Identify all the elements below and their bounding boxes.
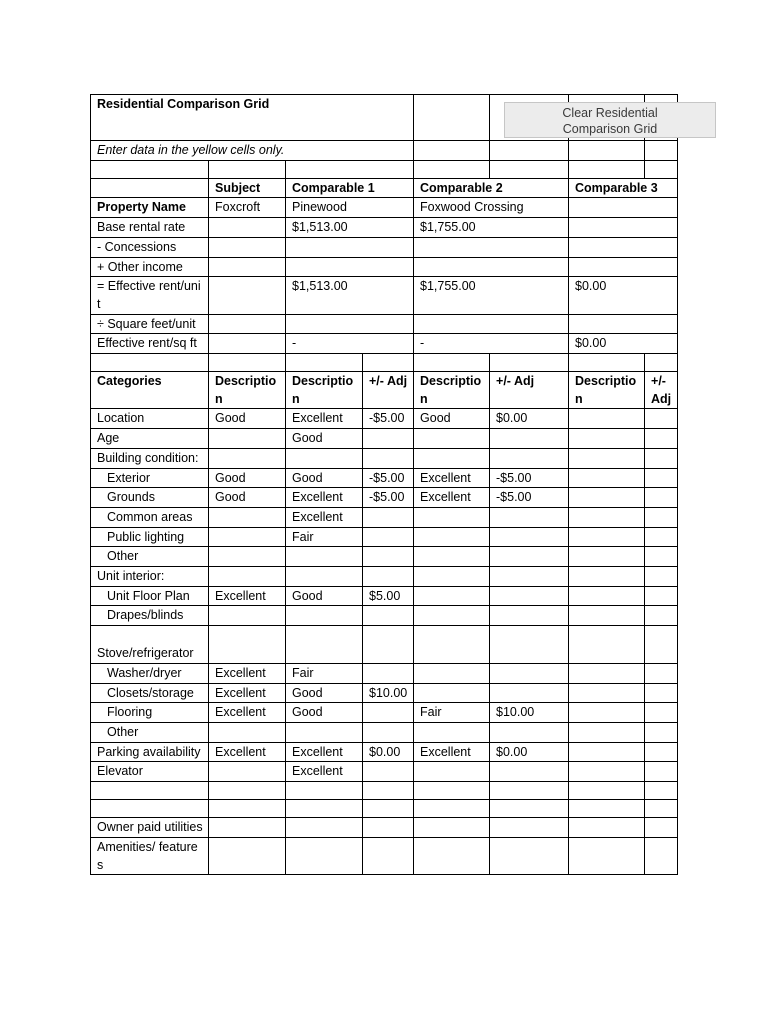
description-cell[interactable]: Excellent: [286, 488, 363, 508]
category-label: Location: [91, 409, 209, 429]
adjustment-cell[interactable]: [363, 703, 414, 723]
adjustment-cell[interactable]: [363, 527, 414, 547]
category-label: Age: [91, 429, 209, 449]
description-cell[interactable]: [569, 782, 645, 800]
description-cell[interactable]: [286, 626, 363, 664]
description-cell[interactable]: [209, 626, 286, 664]
adjustment-cell[interactable]: [363, 837, 414, 874]
adjustment-cell[interactable]: [645, 547, 678, 567]
spacer-cell: [209, 354, 286, 372]
spacer-cell: [91, 354, 209, 372]
adjustment-cell[interactable]: [363, 429, 414, 449]
row-label: + Other income: [91, 257, 209, 277]
category-row: [91, 818, 678, 838]
adjustment-cell[interactable]: [645, 663, 678, 683]
description-cell[interactable]: [286, 547, 363, 567]
adjustment-cell[interactable]: [490, 606, 569, 626]
category-label: Other: [91, 547, 209, 567]
description-cell[interactable]: [209, 762, 286, 782]
adjustment-cell[interactable]: -$5.00: [490, 488, 569, 508]
description-cell[interactable]: Excellent: [209, 703, 286, 723]
adjustment-cell[interactable]: [490, 683, 569, 703]
description-cell[interactable]: [569, 527, 645, 547]
description-cell[interactable]: Good: [286, 586, 363, 606]
adjustment-cell[interactable]: [490, 818, 569, 838]
category-label: Drapes/blinds: [91, 606, 209, 626]
adjustment-cell[interactable]: [490, 586, 569, 606]
spacer-cell: [363, 354, 414, 372]
comp1-value[interactable]: Pinewood: [286, 198, 414, 218]
comp3-value[interactable]: [569, 314, 678, 334]
description-cell[interactable]: [414, 547, 490, 567]
description-cell[interactable]: [569, 663, 645, 683]
category-label: Washer/dryer: [91, 663, 209, 683]
comp2-value[interactable]: $1,755.00: [414, 277, 569, 314]
description-cell[interactable]: [209, 429, 286, 449]
category-label: Owner paid utilities: [91, 818, 209, 838]
description-cell[interactable]: Fair: [414, 703, 490, 723]
adjustment-cell[interactable]: [490, 722, 569, 742]
adjustment-cell[interactable]: [645, 782, 678, 800]
description-cell[interactable]: [569, 837, 645, 874]
description-cell[interactable]: Good: [286, 703, 363, 723]
description-cell[interactable]: [569, 468, 645, 488]
category-row: [91, 429, 678, 449]
category-row: [91, 683, 678, 703]
category-row: [91, 762, 678, 782]
adjustment-cell[interactable]: [490, 782, 569, 800]
description-cell[interactable]: Excellent: [209, 663, 286, 683]
description-header: Description: [286, 372, 363, 409]
description-cell[interactable]: Excellent: [414, 742, 490, 762]
description-cell[interactable]: [414, 507, 490, 527]
adjustment-cell[interactable]: [645, 488, 678, 508]
description-cell[interactable]: [569, 703, 645, 723]
description-cell[interactable]: [209, 547, 286, 567]
adjustment-cell[interactable]: [645, 837, 678, 874]
description-cell[interactable]: [286, 818, 363, 838]
description-cell[interactable]: [414, 606, 490, 626]
adj-header: +/- Adj: [490, 372, 569, 409]
adjustment-cell[interactable]: [645, 762, 678, 782]
description-cell[interactable]: [286, 722, 363, 742]
spacer-cell: [645, 354, 678, 372]
description-cell[interactable]: Good: [286, 468, 363, 488]
summary-row: [91, 198, 678, 218]
adj-header: +/- Adj: [363, 372, 414, 409]
description-cell[interactable]: [569, 742, 645, 762]
adjustment-cell[interactable]: [645, 606, 678, 626]
description-cell[interactable]: [209, 800, 286, 818]
description-cell[interactable]: [286, 448, 363, 468]
adjustment-cell[interactable]: $10.00: [490, 703, 569, 723]
description-cell[interactable]: [569, 626, 645, 664]
category-label: Building condition:: [91, 448, 209, 468]
comp3-value[interactable]: [569, 218, 678, 238]
adjustment-cell[interactable]: [363, 800, 414, 818]
description-cell[interactable]: [414, 800, 490, 818]
subject-value[interactable]: [209, 334, 286, 354]
categories-header: Categories: [91, 372, 209, 409]
description-cell[interactable]: [569, 507, 645, 527]
adjustment-cell[interactable]: $0.00: [363, 742, 414, 762]
row-label: Base rental rate: [91, 218, 209, 238]
category-label: Flooring: [91, 703, 209, 723]
adjustment-cell[interactable]: [645, 703, 678, 723]
description-cell[interactable]: [286, 567, 363, 587]
adjustment-cell[interactable]: [363, 567, 414, 587]
adjustment-cell[interactable]: [490, 626, 569, 664]
adjustment-cell[interactable]: [490, 567, 569, 587]
description-cell[interactable]: Good: [209, 468, 286, 488]
description-cell[interactable]: [209, 782, 286, 800]
adjustment-cell[interactable]: [490, 429, 569, 449]
description-cell[interactable]: [414, 782, 490, 800]
adjustment-cell[interactable]: [363, 722, 414, 742]
comparison-grid: [90, 94, 678, 875]
description-cell[interactable]: [414, 722, 490, 742]
category-row: [91, 527, 678, 547]
adjustment-cell[interactable]: [645, 586, 678, 606]
description-cell[interactable]: Fair: [286, 527, 363, 547]
summary-row: [91, 314, 678, 334]
adjustment-cell[interactable]: [645, 448, 678, 468]
adjustment-cell[interactable]: [645, 683, 678, 703]
comp3-value[interactable]: $0.00: [569, 334, 678, 354]
adjustment-cell[interactable]: [490, 448, 569, 468]
description-cell[interactable]: [569, 547, 645, 567]
category-row: [91, 507, 678, 527]
row-label: ÷ Square feet/unit: [91, 314, 209, 334]
category-label: Unit interior:: [91, 567, 209, 587]
description-cell[interactable]: Fair: [286, 663, 363, 683]
comp3-value[interactable]: [569, 237, 678, 257]
description-cell[interactable]: Good: [209, 488, 286, 508]
comp3-header: Comparable 3: [569, 178, 678, 198]
category-row: [91, 606, 678, 626]
description-cell[interactable]: [569, 409, 645, 429]
spacer-cell: [490, 354, 569, 372]
row-label: - Concessions: [91, 237, 209, 257]
subject-value[interactable]: [209, 237, 286, 257]
comp2-value[interactable]: [414, 314, 569, 334]
description-cell[interactable]: [569, 818, 645, 838]
description-cell[interactable]: Good: [286, 683, 363, 703]
summary-row: [91, 218, 678, 238]
comp2-value[interactable]: $1,755.00: [414, 218, 569, 238]
adjustment-cell[interactable]: [645, 722, 678, 742]
adjustment-cell[interactable]: [645, 527, 678, 547]
description-cell[interactable]: [286, 837, 363, 874]
subject-header: Subject: [209, 178, 286, 198]
description-cell[interactable]: [569, 762, 645, 782]
category-label: [91, 800, 209, 818]
adjustment-cell[interactable]: -$5.00: [363, 488, 414, 508]
comp1-value[interactable]: $1,513.00: [286, 218, 414, 238]
description-cell[interactable]: Excellent: [286, 742, 363, 762]
adjustment-cell[interactable]: [490, 800, 569, 818]
category-row: [91, 409, 678, 429]
description-cell[interactable]: [569, 567, 645, 587]
row-label: Property Name: [91, 198, 209, 218]
comp2-value[interactable]: [414, 257, 569, 277]
description-cell[interactable]: [286, 606, 363, 626]
description-cell[interactable]: Excellent: [209, 586, 286, 606]
description-header: Description: [414, 372, 490, 409]
description-cell[interactable]: [569, 722, 645, 742]
adjustment-cell[interactable]: [363, 818, 414, 838]
category-label: Closets/storage: [91, 683, 209, 703]
description-cell[interactable]: Excellent: [414, 468, 490, 488]
subject-value[interactable]: [209, 218, 286, 238]
adjustment-cell[interactable]: [645, 409, 678, 429]
comp2-value[interactable]: [414, 237, 569, 257]
description-cell[interactable]: [414, 527, 490, 547]
categories-header-row: [91, 372, 678, 409]
adjustment-cell[interactable]: -$5.00: [363, 468, 414, 488]
category-label: Public lighting: [91, 527, 209, 547]
adjustment-cell[interactable]: $0.00: [490, 409, 569, 429]
instruction-text: Enter data in the yellow cells only.: [91, 141, 414, 161]
description-cell[interactable]: Excellent: [209, 742, 286, 762]
description-cell[interactable]: [209, 507, 286, 527]
category-label: Elevator: [91, 762, 209, 782]
description-cell[interactable]: [286, 782, 363, 800]
adjustment-cell[interactable]: [490, 507, 569, 527]
adjustment-cell[interactable]: [363, 448, 414, 468]
summary-row: [91, 237, 678, 257]
clear-grid-button[interactable]: Clear Residential Comparison Grid: [504, 102, 716, 138]
adj-header: +/- Adj: [645, 372, 678, 409]
category-label: Common areas: [91, 507, 209, 527]
comp1-header: Comparable 1: [286, 178, 414, 198]
description-cell[interactable]: Excellent: [286, 762, 363, 782]
subject-value[interactable]: [209, 314, 286, 334]
adjustment-cell[interactable]: [363, 547, 414, 567]
category-row: [91, 800, 678, 818]
adjustment-cell[interactable]: [645, 567, 678, 587]
description-cell[interactable]: Excellent: [209, 683, 286, 703]
category-row: [91, 448, 678, 468]
adjustment-cell[interactable]: [490, 762, 569, 782]
spacer-cell: [286, 354, 363, 372]
description-cell[interactable]: [414, 586, 490, 606]
description-cell[interactable]: [209, 448, 286, 468]
summary-row: [91, 277, 678, 314]
category-label: Parking availability: [91, 742, 209, 762]
adjustment-cell[interactable]: [490, 837, 569, 874]
adjustment-cell[interactable]: [490, 547, 569, 567]
description-cell[interactable]: [569, 586, 645, 606]
category-label: Stove/refrigerator: [91, 626, 209, 664]
category-row: [91, 468, 678, 488]
row-label: = Effective rent/unit: [91, 277, 209, 314]
grid-title: Residential Comparison Grid: [91, 95, 414, 141]
adjustment-cell[interactable]: $10.00: [363, 683, 414, 703]
adjustment-cell[interactable]: [363, 782, 414, 800]
comp1-value[interactable]: [286, 237, 414, 257]
summary-row: [91, 334, 678, 354]
category-row: [91, 722, 678, 742]
comp3-value[interactable]: [569, 198, 678, 218]
category-row: [91, 782, 678, 800]
summary-row: [91, 257, 678, 277]
subject-value[interactable]: [209, 277, 286, 314]
adjustment-cell[interactable]: [645, 429, 678, 449]
adjustment-cell[interactable]: [363, 507, 414, 527]
adjustment-cell[interactable]: [645, 507, 678, 527]
description-cell[interactable]: [414, 567, 490, 587]
description-cell[interactable]: [414, 818, 490, 838]
adjustment-cell[interactable]: [645, 800, 678, 818]
adjustment-cell[interactable]: [645, 468, 678, 488]
description-cell[interactable]: [569, 448, 645, 468]
description-cell[interactable]: [414, 626, 490, 664]
description-cell[interactable]: Excellent: [286, 409, 363, 429]
description-cell[interactable]: [569, 683, 645, 703]
spacer-cell: [569, 354, 645, 372]
adjustment-cell[interactable]: [490, 527, 569, 547]
description-cell[interactable]: [569, 606, 645, 626]
description-cell[interactable]: [209, 606, 286, 626]
description-cell[interactable]: [569, 800, 645, 818]
comp2-value[interactable]: -: [414, 334, 569, 354]
row-label: Effective rent/sq ft: [91, 334, 209, 354]
description-cell[interactable]: [414, 837, 490, 874]
subject-value[interactable]: Foxcroft: [209, 198, 286, 218]
description-cell[interactable]: [209, 567, 286, 587]
description-cell[interactable]: [209, 818, 286, 838]
description-cell[interactable]: [414, 448, 490, 468]
adjustment-cell[interactable]: -$5.00: [490, 468, 569, 488]
description-cell[interactable]: [569, 488, 645, 508]
category-row: [91, 663, 678, 683]
description-cell[interactable]: [209, 527, 286, 547]
description-cell[interactable]: Excellent: [414, 488, 490, 508]
description-header: Description: [569, 372, 645, 409]
description-cell[interactable]: [414, 683, 490, 703]
description-cell[interactable]: Excellent: [286, 507, 363, 527]
category-row: [91, 837, 678, 874]
adjustment-cell[interactable]: [363, 606, 414, 626]
comp3-value[interactable]: [569, 257, 678, 277]
adjustment-cell[interactable]: [645, 742, 678, 762]
category-label: Amenities/ features: [91, 837, 209, 874]
adjustment-cell[interactable]: [363, 626, 414, 664]
spacer-cell: [414, 354, 490, 372]
description-cell[interactable]: [414, 429, 490, 449]
adjustment-cell[interactable]: [645, 818, 678, 838]
description-cell[interactable]: [209, 837, 286, 874]
comp3-value[interactable]: $0.00: [569, 277, 678, 314]
category-row: [91, 586, 678, 606]
comp1-value[interactable]: -: [286, 334, 414, 354]
adjustment-cell[interactable]: -$5.00: [363, 409, 414, 429]
category-label: Unit Floor Plan: [91, 586, 209, 606]
comp1-value[interactable]: $1,513.00: [286, 277, 414, 314]
description-header: Description: [209, 372, 286, 409]
category-row: [91, 626, 678, 664]
comp2-value[interactable]: Foxwood Crossing: [414, 198, 569, 218]
description-cell[interactable]: [569, 429, 645, 449]
category-row: [91, 567, 678, 587]
description-cell[interactable]: [414, 762, 490, 782]
comp1-value[interactable]: [286, 257, 414, 277]
comp2-header: Comparable 2: [414, 178, 569, 198]
description-cell[interactable]: Good: [286, 429, 363, 449]
description-cell[interactable]: Good: [414, 409, 490, 429]
category-label: [91, 782, 209, 800]
category-row: [91, 547, 678, 567]
description-cell[interactable]: [286, 800, 363, 818]
category-label: Exterior: [91, 468, 209, 488]
adjustment-cell[interactable]: [645, 626, 678, 664]
category-row: [91, 742, 678, 762]
adjustment-cell[interactable]: [363, 762, 414, 782]
adjustment-cell[interactable]: $5.00: [363, 586, 414, 606]
adjustment-cell[interactable]: [490, 663, 569, 683]
description-cell[interactable]: [209, 722, 286, 742]
category-row: [91, 703, 678, 723]
description-cell[interactable]: [414, 663, 490, 683]
adjustment-cell[interactable]: [363, 663, 414, 683]
description-cell[interactable]: Good: [209, 409, 286, 429]
category-row: [91, 488, 678, 508]
adjustment-cell[interactable]: $0.00: [490, 742, 569, 762]
category-label: Other: [91, 722, 209, 742]
subject-value[interactable]: [209, 257, 286, 277]
category-label: Grounds: [91, 488, 209, 508]
comp1-value[interactable]: [286, 314, 414, 334]
